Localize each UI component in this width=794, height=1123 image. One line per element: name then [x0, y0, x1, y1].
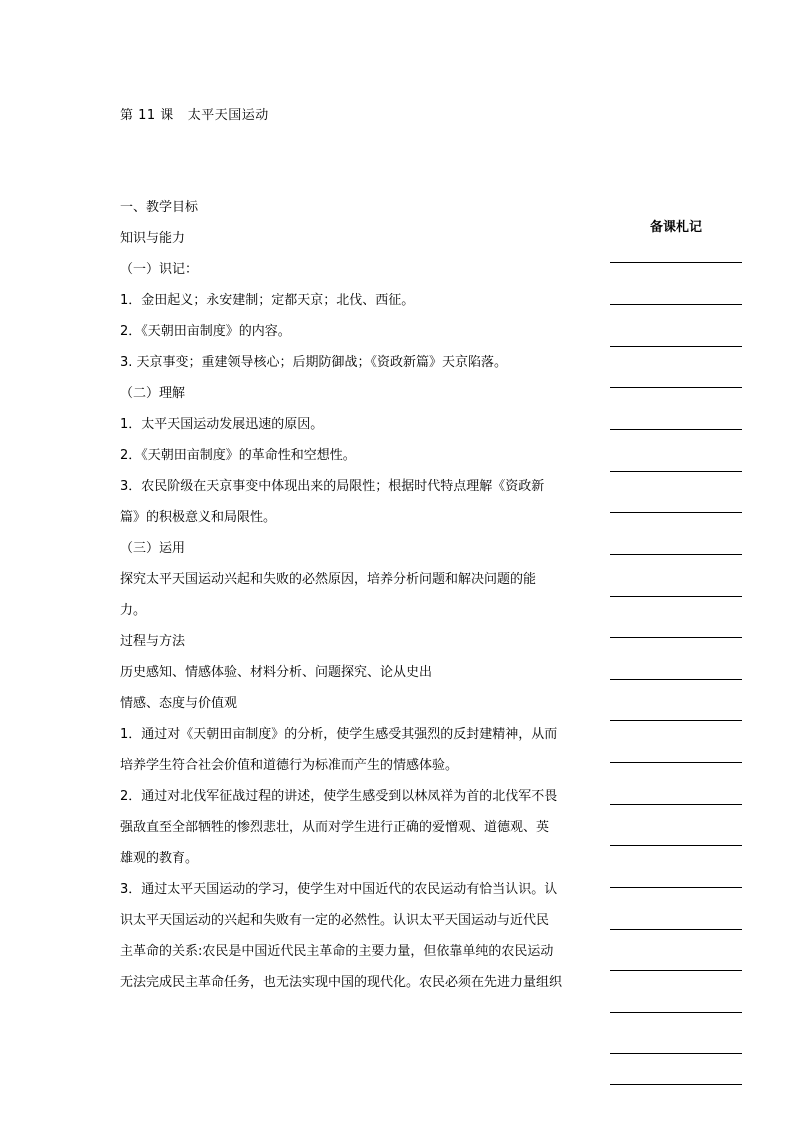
note-line — [610, 596, 742, 597]
note-line — [610, 1053, 742, 1054]
body-text-line: 力。 — [120, 603, 147, 618]
body-text-line: 篇》的积极意义和局限性。 — [120, 510, 277, 525]
lesson-notes-column — [610, 0, 742, 1123]
note-line — [610, 720, 742, 721]
body-text-line: 1．通过对《天朝田亩制度》的分析，使学生感受其强烈的反封建精神，从而 — [120, 727, 558, 742]
note-line — [610, 970, 742, 971]
note-line — [610, 679, 742, 680]
body-text-line: 2．通过对北伐军征战过程的讲述，使学生感受到以林凤祥为首的北伐军不畏 — [120, 789, 558, 804]
note-line — [610, 387, 742, 388]
body-text-line: 雄观的教育。 — [120, 851, 199, 866]
note-line — [610, 762, 742, 763]
note-line — [610, 471, 742, 472]
subsection-heading: 过程与方法 — [120, 634, 186, 649]
body-text-line: 3．农民阶级在天京事变中体现出来的局限性；根据时代特点理解《资政新 — [120, 479, 545, 494]
body-text-line: 1．太平天国运动发展迅速的原因。 — [120, 417, 324, 432]
lesson-notes-heading: 备课札记 — [649, 220, 702, 235]
note-line — [610, 262, 742, 263]
teaching-objectives-body — [120, 192, 590, 998]
body-text-line: 强敌直至全部牺牲的惨烈悲壮，从而对学生进行正确的爱憎观、道德观、英 — [120, 820, 550, 835]
lesson-title: 第 11 课 太平天国运动 — [120, 108, 269, 123]
body-text-line: 历史感知、情感体验、材料分析、问题探究、论从史出 — [120, 665, 433, 680]
note-line — [610, 845, 742, 846]
body-text-line: 主革命的关系:农民是中国近代民主革命的主要力量，但依靠单纯的农民运动 — [120, 944, 554, 959]
note-line — [610, 1084, 742, 1085]
body-text-line: 识太平天国运动的兴起和失败有一定的必然性。认识太平天国运动与近代民 — [120, 913, 550, 928]
note-line — [610, 929, 742, 930]
note-line — [610, 1012, 742, 1013]
note-line — [610, 804, 742, 805]
note-line — [610, 512, 742, 513]
body-text-line: 探究太平天国运动兴起和失败的必然原因，培养分析问题和解决问题的能 — [120, 572, 537, 587]
note-line — [610, 887, 742, 888]
subsection-heading: 情感、态度与价值观 — [120, 696, 238, 711]
subsection-heading: 知识与能力 — [120, 231, 186, 246]
note-line — [610, 346, 742, 347]
section-heading: 一、教学目标 — [120, 200, 199, 215]
subsection-heading: （二）理解 — [120, 386, 186, 401]
body-text-line: 2．《天朝田亩制度》的内容。 — [120, 324, 291, 339]
body-text-line: 2．《天朝田亩制度》的革命性和空想性。 — [120, 448, 356, 463]
body-text-line: 1．金田起义；永安建制；定都天京；北伐、西征。 — [120, 293, 415, 308]
body-text-line: 3. 天京事变；重建领导核心；后期防御战；《资政新篇》天京陷落。 — [120, 355, 508, 370]
body-text-line: 无法完成民主革命任务，也无法实现中国的现代化。农民必须在先进力量组织 — [120, 975, 563, 990]
subsection-heading: （一）识记： — [120, 262, 199, 277]
subsection-heading: （三）运用 — [120, 541, 186, 556]
note-line — [610, 637, 742, 638]
note-line — [610, 304, 742, 305]
note-line — [610, 429, 742, 430]
note-line — [610, 554, 742, 555]
body-text-line: 培养学生符合社会价值和道德行为标准而产生的情感体验。 — [120, 758, 459, 773]
body-text-line: 3．通过太平天国运动的学习，使学生对中国近代的农民运动有恰当认识。认 — [120, 882, 558, 897]
